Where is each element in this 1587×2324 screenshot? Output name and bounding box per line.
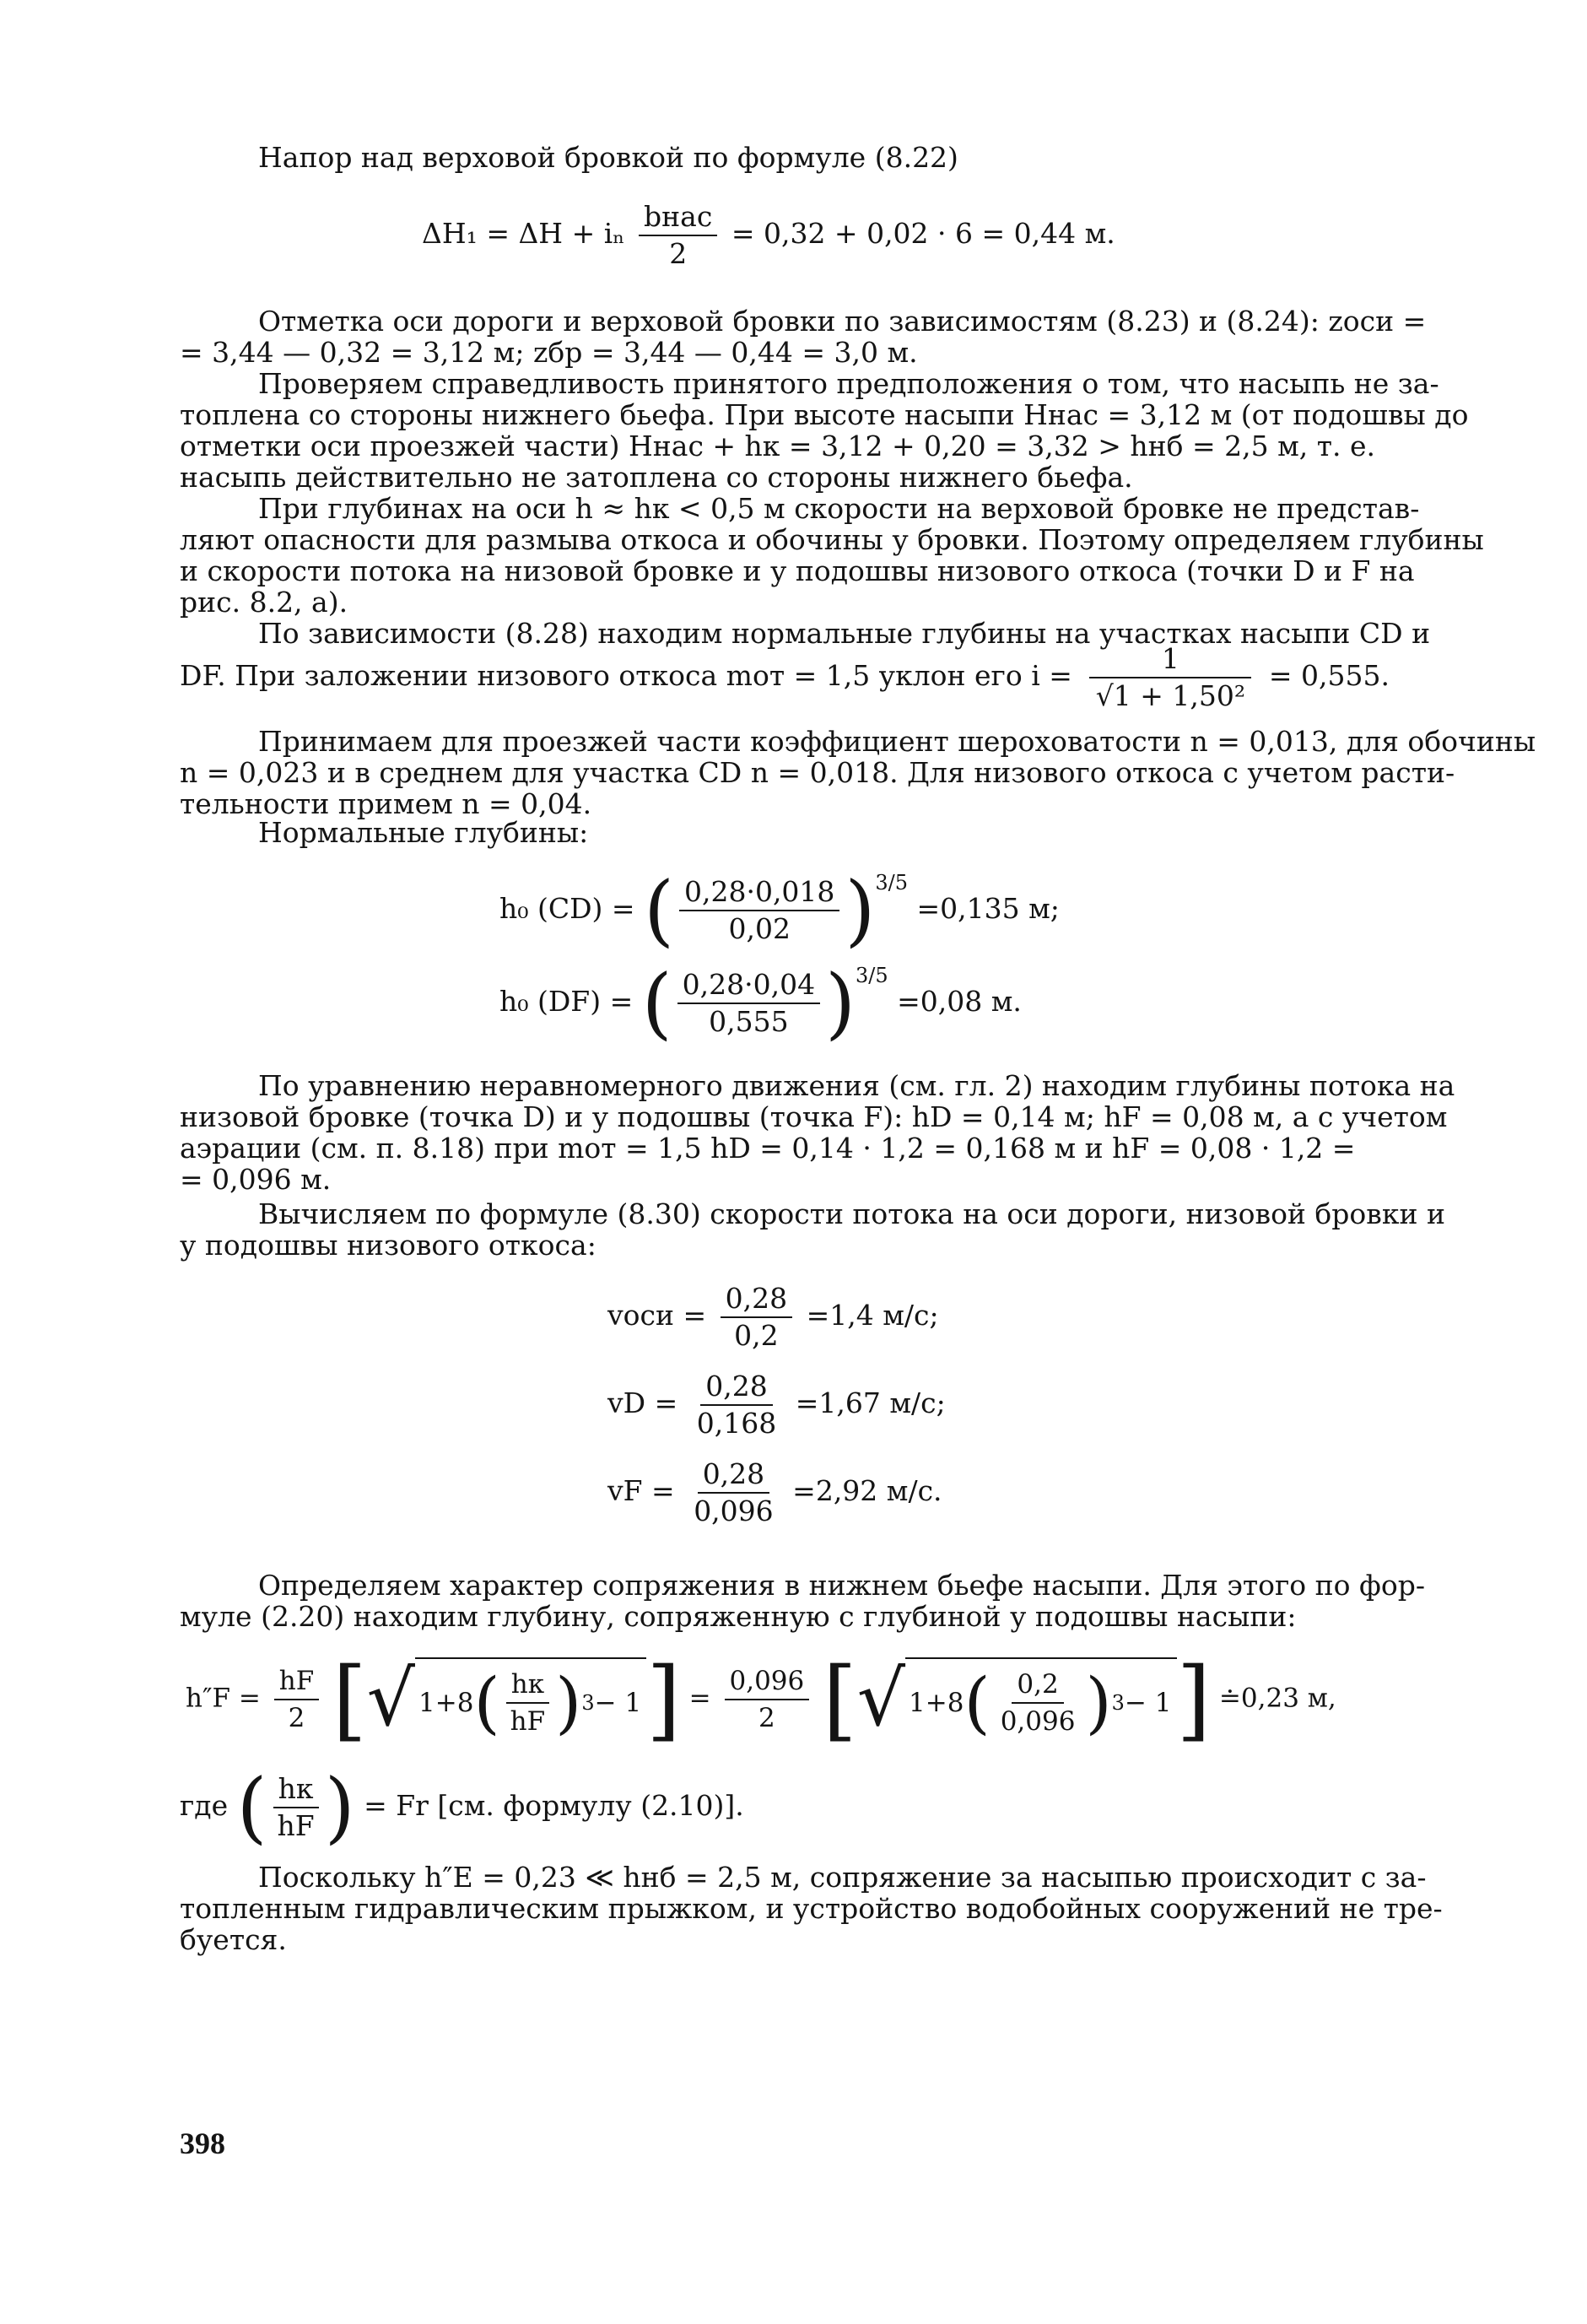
paragraph-nonuniform: По уравнению неравномерного движения (см. гл. 2) находим глубины потока на низовой бровке (точка D) и у подошвы (точка F): hD = 0,14 м; hF = 0,08 м, а с учетом аэрации (см. п. 8.18) при mот = 1,5 hD = 0,14 · 1,2 = 0,168 м и hF = 0,08 · 1,2 = = 0,096 м. xyxy=(180,1069,1455,1196)
paragraph-normal-label: Нормальные глубины: xyxy=(258,816,589,849)
formula-v-axis: vоси = $\frac{0,28}{0,2}$ =1,4 м/с; xyxy=(607,1282,939,1352)
page-number: 398 xyxy=(180,2127,225,2160)
formula-head: ΔH₁ = ΔH + iₙ $\frac{\text{bнас}}{2}$ = 0,32 + 0,02 · 6 = 0,44 м. xyxy=(422,200,1115,270)
formula-v-f: vF = $\frac{0,28}{0,096}$ =2,92 м/с. xyxy=(607,1457,942,1527)
formula-conjugate-depth: h″F = $\frac{hF}{2}$ [ √ 1+8 ( $\frac{hк}{hF}$ ) 3 − 1 ] = $\frac{0,096}{2}$ [ √ 1+8 ( $\frac{0,2}{0,096}$ ) 3 − 1 ] ≐0,23 м, xyxy=(186,1648,1336,1751)
formula-h0-cd: h₀ (CD) = ( $\frac{0,28\cdot 0,018}{0,02}$ )$^{3/5}$ =0,135 м; xyxy=(499,865,1060,955)
paragraph-axis-mark: Отметка оси дороги и верховой бровки по зависимостям (8.23) и (8.24): zоси = = 3,44 — 0,32 = 3,12 м; zбр = 3,44 — 0,44 = 3,0 м. xyxy=(180,305,1427,369)
formula-h0-df: h₀ (DF) = ( $\frac{0,28\cdot 0,04}{0,555}$ )$^{3/5}$ =0,08 м. xyxy=(499,958,1022,1048)
formula-v-d: vD = $\frac{0,28}{0,168}$ =1,67 м/с; xyxy=(607,1370,946,1440)
paragraph-conjugation: Определяем характер сопряжения в нижнем бьефе насыпи. Для этого по фор- муле (2.20) находим глубину, сопряженную с глубиной у подошвы насыпи: xyxy=(180,1569,1425,1633)
formula-froude-note: где ( $\frac{hк}{hF}$ ) = Fr [см. формулу (2.10)]. xyxy=(180,1762,744,1852)
paragraph-conclusion: Поскольку h″E = 0,23 ≪ hнб = 2,5 м, сопряжение за насыпью происходит с за- топленным гидравлическим прыжком, и устройство водобойных сооружений не тре- буется. xyxy=(180,1861,1443,1956)
paragraph-intro: Напор над верховой бровкой по формуле (8.22) xyxy=(258,141,958,174)
paragraph-velocities: Вычисляем по формуле (8.30) скорости потока на оси дороги, низовой бровки и у подошвы низового откоса: xyxy=(180,1197,1445,1262)
formula-slope: DF. При заложении низового откоса mот = 1,5 уклон его i = $\frac{1}{\text{√1 + 1,50²}}$ = 0,555. xyxy=(180,642,1390,712)
paragraph-depths: При глубинах на оси h ≈ hк < 0,5 м скорости на верховой бровке не представ- ляют опасности для размыва откоса и обочины у бровки. Поэтому определяем глубины и скорости потока на низовой бровке и у подошвы низового откоса (точки D и F на рис. 8.2, а). xyxy=(180,492,1484,619)
paragraph-roughness: Принимаем для проезжей части коэффициент шероховатости n = 0,013, для обочины n = 0,023 и в среднем для участка CD n = 0,018. Для низового откоса с учетом расти- тельности примем n = 0,04. xyxy=(180,725,1536,820)
paragraph-normal-depths: По зависимости (8.28) находим нормальные глубины на участках насыпи CD и xyxy=(258,617,1431,650)
paragraph-check: Проверяем справедливость принятого предположения о том, что насыпь не за- топлена со стороны нижнего бьефа. При высоте насыпи Hнас = 3,12 м (от подошвы до отметки оси проезжей части) Hнас + hк = 3,12 + 0,20 = 3,32 > hнб = 2,5 м, т. е. насыпь действительно не затоплена со стороны нижнего бьефа. xyxy=(180,367,1469,494)
